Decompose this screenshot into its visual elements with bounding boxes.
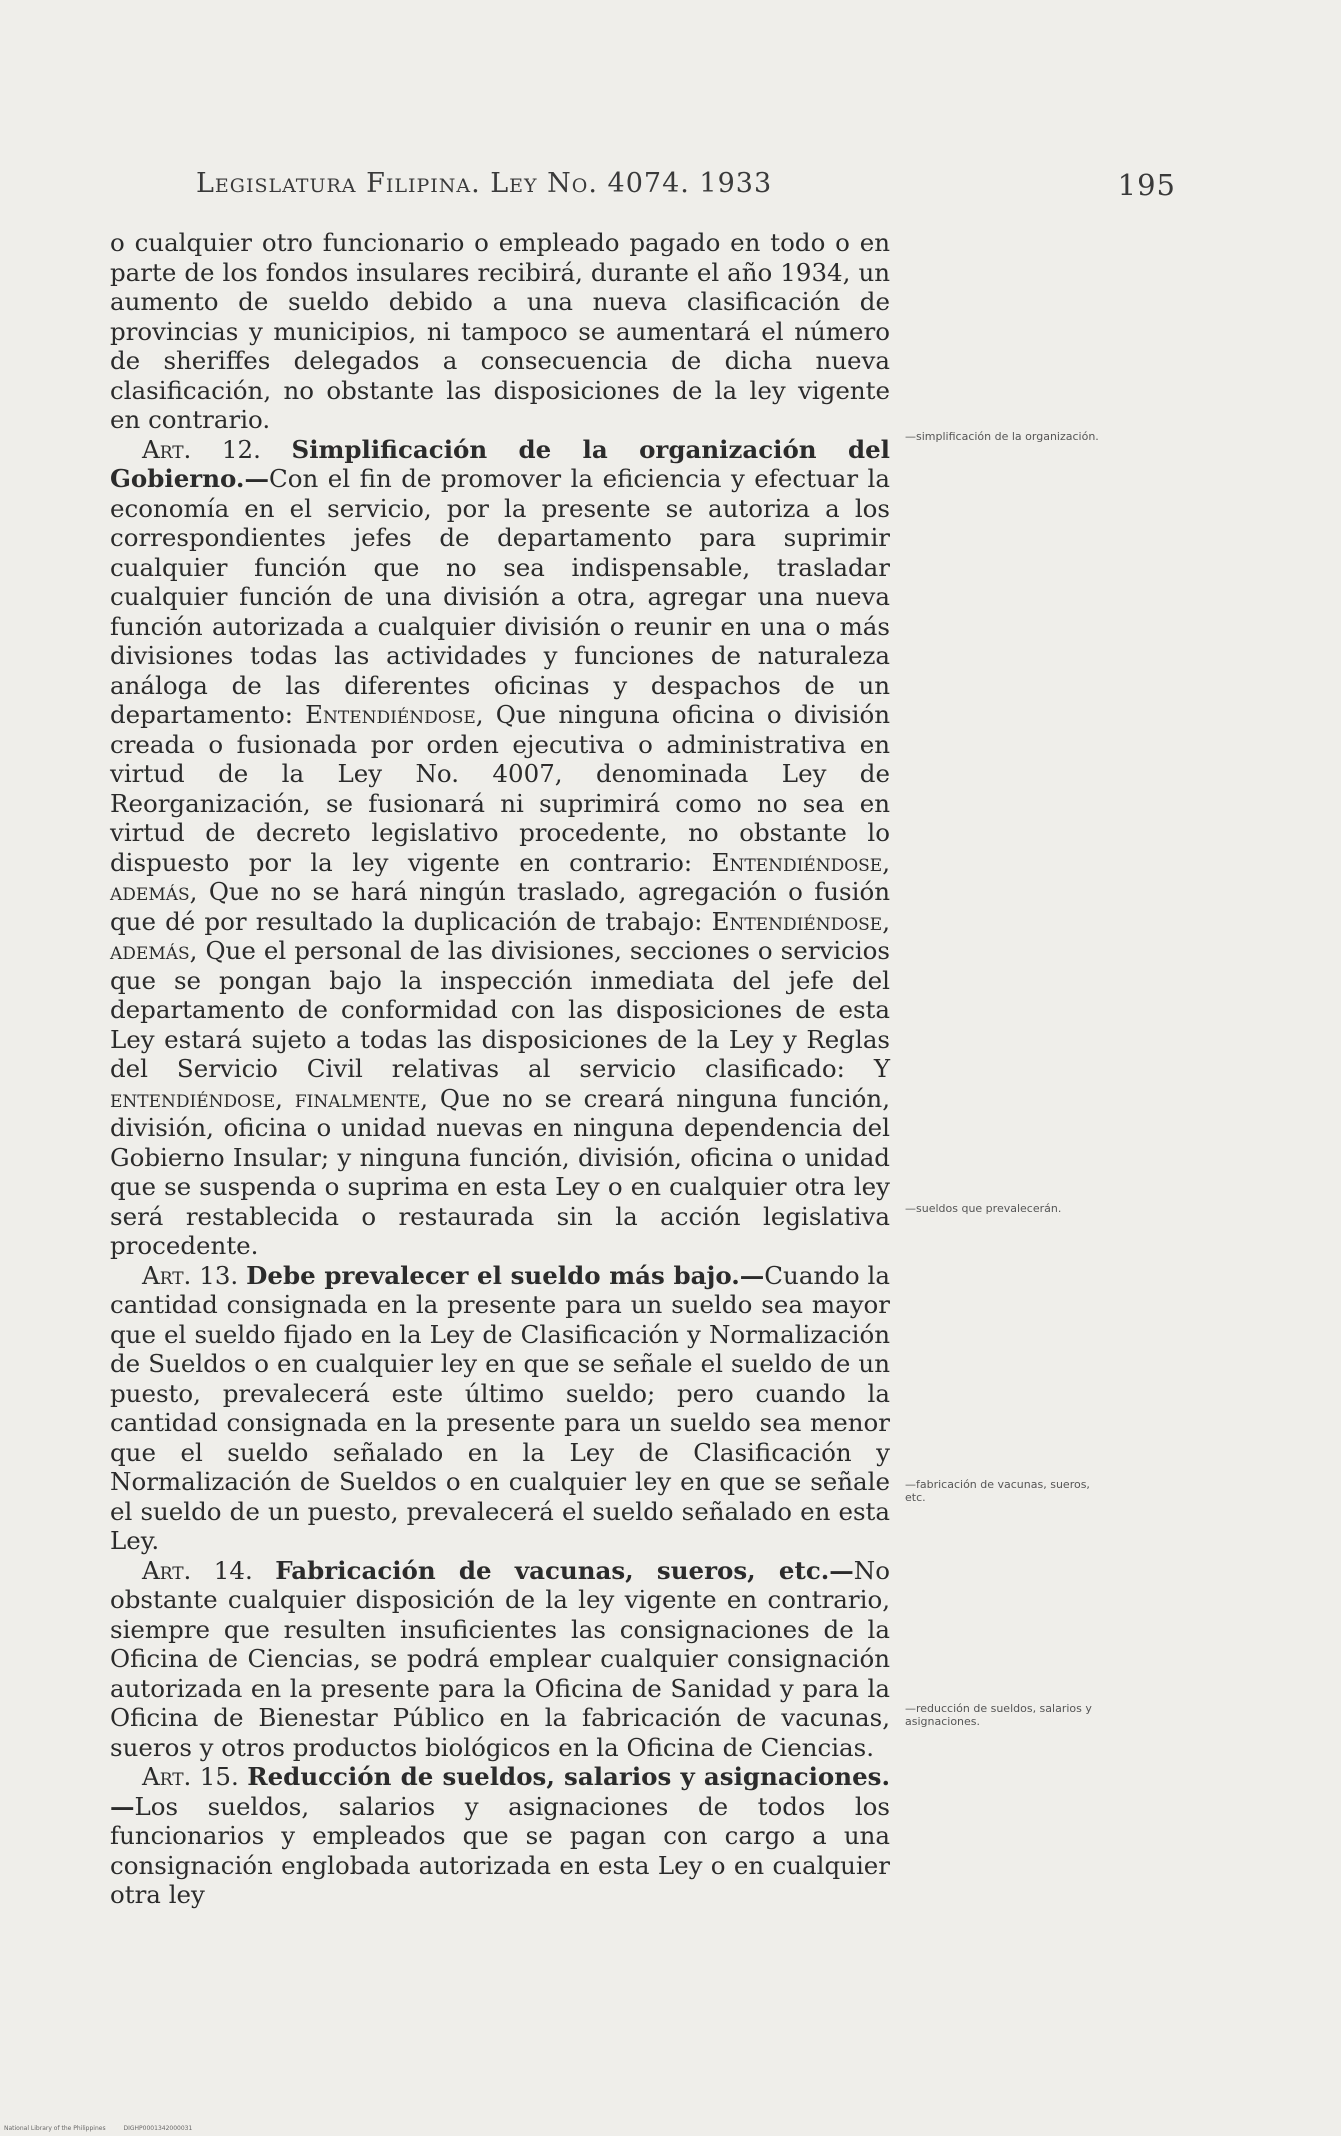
intro-paragraph: o cualquier otro funcionario o empleado pagado en todo o en parte de los fondos insulares recibirá, durante el año 1934, un aumento de sueldo debido a una nueva clasificación de provincias y municipios, ni tampoco se aumentará el número de sheriffes delegados a consecuencia de dicha nueva clasificación, no obstante las disposiciones de la ley vigente en contrario. (110, 228, 890, 434)
article-12-text-4: Que el personal de las divisiones, secciones o servicios que se pongan bajo la inspección inmediata del jefe del departamento de conformidad con las disposiciones de esta Ley estará sujeto a todas las disposiciones de la Ley y Reglas del Servicio Civil relativas al servicio clasificado: (110, 936, 890, 1083)
article-12-title: Simplificación de la organización del Gobierno.— (110, 434, 890, 493)
footer-library: National Library of the Philippines (4, 2125, 106, 2132)
margin-note-article-13: —sueldos que prevalecerán. (905, 1202, 1062, 1215)
article-13-label: Art. 13. (142, 1260, 239, 1290)
footer (4, 2125, 208, 2132)
article-14-title: Fabricación de vacunas, sueros, etc.— (275, 1555, 854, 1585)
body-text (110, 228, 890, 1910)
article-12-text-3: Que no se hará ningún traslado, agregación o fusión que dé por resultado la duplicación de trabajo: (110, 877, 890, 936)
article-13-title: Debe prevalecer el sueldo más bajo.— (246, 1260, 765, 1290)
article-13-text: Cuando la cantidad consignada en la presente para un sueldo sea mayor que el sueldo fijado en la Ley de Clasificación y Normalización de Sueldos o en cualquier ley en que se señale el sueldo de un puesto, prevalecerá este último sueldo; pero cuando la cantidad consignada en la presente para un sueldo sea menor que el sueldo señalado en la Ley de Clasificación y Normalización de Sueldos o en cualquier ley en que se señale el sueldo de un puesto, prevalecerá el sueldo señalado en esta Ley. (110, 1260, 891, 1555)
article-12-proviso-1: Entendiéndose, (305, 700, 484, 729)
article-15-title: Reducción de sueldos, salarios y asignaciones.— (110, 1762, 890, 1821)
article-12-text-5: Que no se creará ninguna función, división, oficina o unidad nuevas en ninguna dependencia del Gobierno Insular; y ninguna función, división, oficina o unidad que se suspenda o suprima en esta Ley o en cualquier otra ley será restablecida o restaurada sin la acción legislativa procedente. (110, 1083, 890, 1260)
margin-note-article-15: —reducción de sueldos, salarios y asignaciones. (905, 1702, 1092, 1728)
running-head: Legislatura Filipina. Ley No. 4074. 1933 (196, 168, 773, 199)
article-13 (110, 1261, 890, 1556)
margin-note-article-14: —fabricación de vacunas, sueros, etc. (905, 1478, 1090, 1504)
article-15 (110, 1762, 890, 1910)
page-number: 195 (1117, 168, 1176, 202)
article-12-proviso-2: Entendiéndose, además, (110, 847, 890, 906)
footer-code: DIGHP0001342000031 (123, 2125, 193, 2132)
article-14 (110, 1556, 890, 1763)
page-header (196, 168, 1176, 204)
article-12-text-2: Que ninguna oficina o división creada o fusionada por orden ejecutiva o administrativa en virtud de la Ley No. 4007, denominada Ley de Reorganización, se fusionará ni suprimirá como no sea en virtud de decreto legislativo procedente, no obstante lo dispuesto por la ley vigente en contrario: (110, 700, 890, 877)
article-14-text: No obstante cualquier disposición de la ley vigente en contrario, siempre que resulten insuficientes las consignaciones de la Oficina de Ciencias, se podrá emplear cualquier consignación autorizada en la presente para la Oficina de Sanidad y para la Oficina de Bienestar Público en la fabricación de vacunas, sueros y otros productos biológicos en la Oficina de Ciencias. (110, 1555, 890, 1762)
article-12 (110, 435, 890, 1261)
article-12-proviso-4: Y entendiéndose, finalmente, (110, 1054, 890, 1113)
article-14-label: Art. 14. (142, 1555, 253, 1585)
margin-note-article-12: —simplificación de la organización. (905, 430, 1099, 443)
article-15-text: Los sueldos, salarios y asignaciones de todos los funcionarios y empleados que se pagan con cargo a una consignación englobada autorizada en esta Ley o en cualquier otra ley (110, 1791, 890, 1909)
article-12-text-1: Con el fin de promover la eficiencia y efectuar la economía en el servicio, por la presente se autoriza a los correspondientes jefes de departamento para suprimir cualquier función que no sea indispensable, trasladar cualquier función de una división a otra, agregar una nueva función autorizada a cualquier división o reunir en una o más divisiones todas las actividades y funciones de naturaleza análoga de las diferentes oficinas y despachos de un departamento: (110, 464, 890, 729)
article-15-label: Art. 15. (142, 1762, 239, 1791)
article-12-proviso-3: Entendiéndose, además, (110, 906, 890, 965)
article-12-label: Art. 12. (142, 434, 261, 464)
